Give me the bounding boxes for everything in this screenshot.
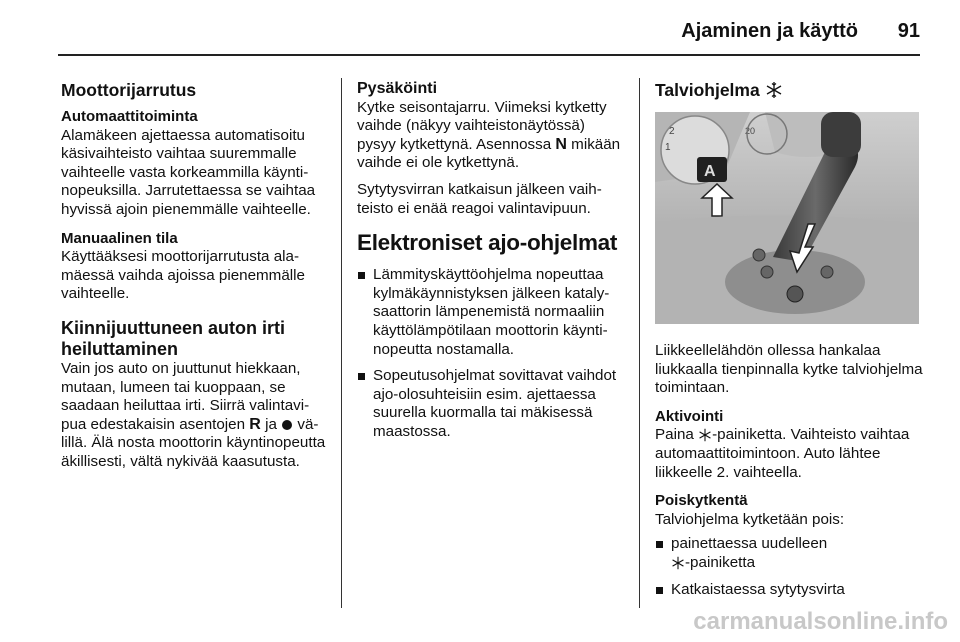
list-item: Lämmityskäyttöohjelma nopeuttaa kylmäkäynnistyksen jälkeen katalysaattorin lämpenemistä normaaliin käyttölämpötilaan moottorin käyntinopeutta nostamalla. [357,266,625,359]
rocking-free-text: Vain jos auto on juuttunut hiekkaan, mutaan, lumeen tai kuoppaan, se saadaan heiluttaa irti. Siirrä valintavipua edestakaisin asentojen R ja välillä. Älä nosta moottorin käyntinopeutta äkillisesti, vältä nykivää kaasutusta. [61,359,326,470]
deactivation-list [655,535,923,599]
gear-selector-illustration [655,112,919,324]
parking-heading: Pysäköinti [357,80,438,97]
chapter-title: Ajaminen ja käyttö [681,20,858,42]
column-2 [357,80,625,450]
column-divider-1 [341,78,342,608]
gear-r-label: R [249,415,261,433]
parking-text: Kytke seisontajarru. Viimeksi kytketty vaihde (näkyy vaihteistonäytössä) pysyy kytkettynä. Asennossa N mikään vaihde ei ole kytkettynä. [357,98,621,172]
gear-display-char: A [704,163,716,180]
deactivation-heading: Poiskytkentä [655,492,748,510]
manual-mode-text: Käyttääksesi moottorijarrutusta alamäessä vaihda ajoissa pienemmälle vaihteelle. [61,248,305,303]
neutral-dot-icon [282,420,292,430]
gear-n-label: N [555,135,567,153]
electronic-programs-list [357,266,625,441]
activation-heading: Aktivointi [655,407,724,425]
snowflake-button-icon [671,556,685,570]
ignition-off-text: Sytytysvirran katkaisun jälkeen vaihteisto ei enää reagoi valintavipuun. [357,180,602,217]
watermark: carmanualsonline.info [693,608,948,635]
column-divider-2 [639,78,640,608]
snowflake-button-icon [698,428,712,442]
page-number: 91 [897,20,920,42]
activation-text: Paina -painiketta. Vaihteisto vaihtaa automaattitoimintoon. Auto lähtee liikkeelle 2. vaihteella. [655,426,910,481]
list-item: Sopeutusohjelmat sovittavat vaihdot ajo-olosuhteisiin esim. ajettaessa suurella kuormalla tai mäkisessä maastossa. [357,367,625,441]
list-item: Katkaistaessa sytytysvirta [655,581,923,600]
snowflake-icon [765,81,783,99]
winter-program-text: Liikkeellelähdön ollessa hankalaa liukkaalla tienpinnalla kytke talviohjelma toimintaan. [655,342,923,397]
column-3 [655,80,923,607]
gauge-number-20: 20 [745,126,756,136]
column-1 [61,80,329,472]
automatic-mode-heading: Automaattitoiminta [61,108,198,125]
deactivation-text: Talviohjelma kytketään pois: [655,510,845,528]
engine-braking-heading: Moottorijarrutus [61,80,197,100]
list-item: painettaessa uudelleen -painiketta [655,535,923,572]
gauge-number-2: 2 [669,126,675,137]
page-header [58,16,920,56]
rocking-free-heading: Kiinnijuuttuneen auton irti heiluttaminen [61,317,285,359]
gauge-number-1: 1 [665,142,671,153]
electronic-programs-heading: Elektroniset ajo-ohjelmat [357,230,618,256]
automatic-mode-text: Alamäkeen ajettaessa automatisoitu käsivaihteisto vaihtaa suuremmalle vaihteelle vasta korkeammilla käyntinopeuksilla. Jarrutettaessa se vaihtaa hyvissä ajoin pienemmälle vaihteelle. [61,126,316,218]
manual-mode-heading: Manuaalinen tila [61,229,178,247]
winter-program-heading: Talviohjelma [655,80,923,100]
